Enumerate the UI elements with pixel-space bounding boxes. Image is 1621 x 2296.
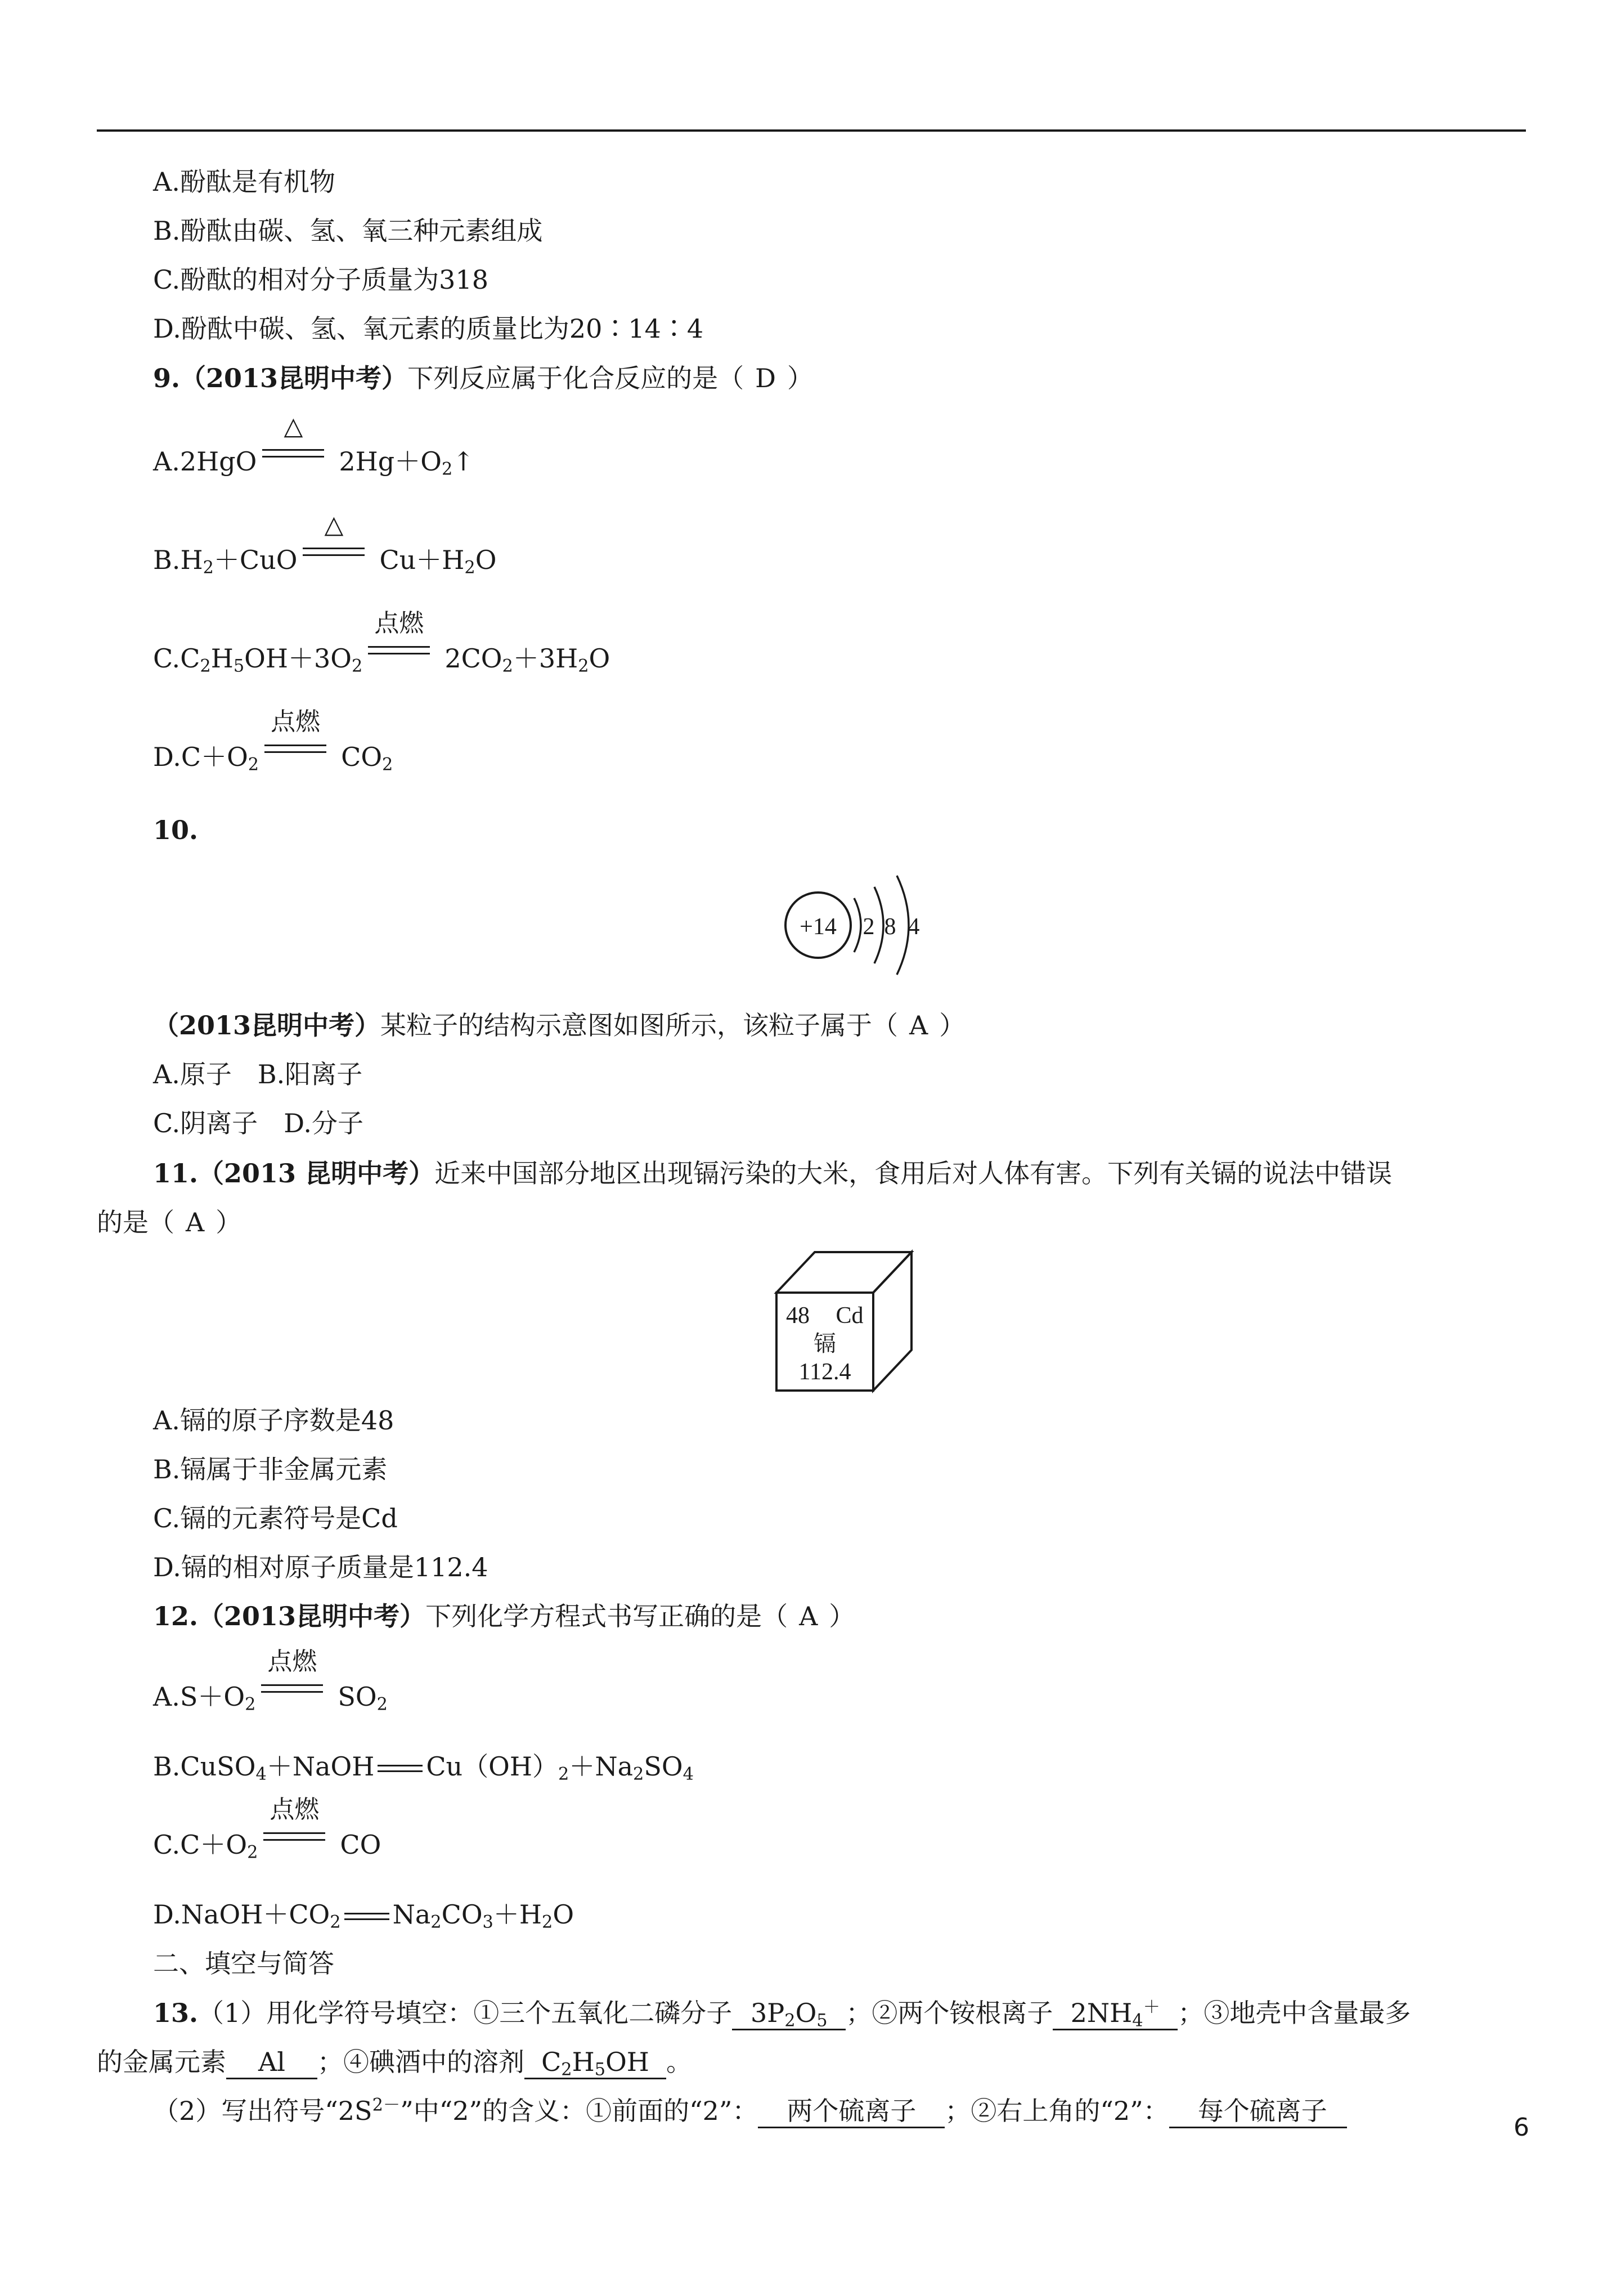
ignite-condition: 点燃: [263, 1828, 325, 1854]
element-cube-cd: [771, 1246, 923, 1398]
q12-option-b: B.CuSO$_4$＋NaOH $Cu(OH)_2+Na_2SO_4$: [153, 1751, 694, 1784]
q11-stem: 11.（2013 昆明中考）近来中国部分地区出现镉污染的大米，食用后对人体有害。下列有关镉的说法中错误: [153, 1158, 1393, 1189]
shell-arc-2: [874, 887, 883, 963]
q11-stem-cont: 的是（ A ）: [97, 1207, 242, 1237]
q10-options-row-2: C.阴离子 D.分子: [153, 1108, 364, 1138]
ignite-condition: 点燃: [368, 642, 430, 667]
q9-stem: 9.（2013昆明中考）下列反应属于化合反应的是（ D ）: [153, 363, 813, 393]
q9-option-c: $C.C_2H_5OH+3O_2$ 点燃 $2CO_2+3H_2O$: [153, 609, 610, 676]
q13-blank-5: 两个硫离子: [758, 2096, 945, 2128]
element-number: 48: [786, 1303, 810, 1329]
element-symbol: Cd: [836, 1303, 864, 1329]
q13-line-1: 13.（1）用化学符号填空：①三个五氧化二磷分子 $3P_2O_5$ ；②两个铵根离子 $2NH_4^+$ ；③地壳中含量最多: [153, 1997, 1411, 2031]
nucleus-charge: +14: [800, 914, 837, 940]
shell-arc-3: [897, 876, 909, 975]
q11-option-b: B.镉属于非金属元素: [153, 1454, 388, 1485]
q12-stem: 12.（2013昆明中考）下列化学方程式书写正确的是（ A ）: [153, 1601, 855, 1631]
q13-line-3: （2）写出符号“$2S^{2-}$”中“2”的含义：①前面的“2”： 两个硫离子 ；②右上角的“2”： 每个硫离子: [153, 2096, 1347, 2128]
page-number: 6: [1514, 2113, 1529, 2142]
q13-line-2: 的金属元素 Al ；④碘酒中的溶剂 $C_2H_5OH$ 。: [97, 2047, 692, 2080]
q8-option-c: C.酚酞的相对分子质量为318: [153, 264, 488, 295]
q13-blank-2: $2NH_4^+$: [1053, 1998, 1178, 2030]
atom-structure-diagram: [782, 867, 973, 979]
q11-option-c: C.镉的元素符号是Cd: [153, 1503, 398, 1533]
q9-option-d: $D.C+O_2$ 点燃 $CO_2$: [153, 707, 393, 775]
q10-options-row-1: A.原子 B.阳离子: [153, 1059, 363, 1089]
q8-option-d: D.酚酞中碳、氢、氧元素的质量比为20∶14∶4: [153, 313, 704, 344]
section-title: 二、填空与简答: [153, 1948, 334, 1979]
q11-answer: A: [186, 1207, 205, 1237]
q13-blank-3: Al: [226, 2047, 317, 2079]
header-rule: [97, 129, 1526, 132]
q13-blank-1: $3P_2O_5$: [732, 1998, 846, 2030]
equals-sign-icon: [344, 1911, 389, 1922]
heat-condition: △: [303, 543, 365, 569]
q9-option-b: $B.H_2+CuO$ △ $Cu+H_2O$: [153, 510, 497, 578]
q11-option-a: A.镉的原子序数是48: [153, 1405, 394, 1436]
ignite-condition: 点燃: [261, 1680, 323, 1706]
element-name: 镉: [814, 1331, 836, 1357]
q12-option-a: $A.S+O_2$ 点燃 $SO_2$: [153, 1647, 388, 1715]
equals-sign-icon: [378, 1763, 423, 1774]
shell-electrons-2: 8: [884, 914, 896, 940]
shell-electrons-1: 2: [863, 914, 875, 940]
q12-answer: A: [799, 1601, 818, 1631]
q13-blank-6: 每个硫离子: [1169, 2096, 1347, 2128]
q10-answer: A: [909, 1010, 928, 1041]
q10-number: 10.: [153, 815, 199, 845]
q9-answer: D: [755, 363, 776, 393]
q10-stem: （2013昆明中考）某粒子的结构示意图如图所示，该粒子属于（ A ）: [153, 1010, 966, 1041]
heat-condition: △: [262, 445, 324, 470]
q12-option-d: $D.NaOH+CO_2$ $Na_2CO_3+H_2O$: [153, 1899, 574, 1932]
gas-arrow-icon: ↑: [452, 446, 474, 477]
ignite-condition: 点燃: [264, 740, 326, 766]
q12-option-c: $C.C+O_2$ 点燃 CO: [153, 1795, 381, 1863]
q8-option-b: B.酚酞由碳、氢、氧三种元素组成: [153, 216, 543, 246]
q11-option-d: D.镉的相对原子质量是112.4: [153, 1552, 488, 1582]
cube-side: [873, 1252, 911, 1391]
shell-arc-1: [854, 898, 861, 952]
element-mass: 112.4: [798, 1359, 851, 1385]
q8-option-a: A.酚酞是有机物: [153, 167, 335, 197]
q9-option-a: A.2HgO △ $2Hg+O_2↑$: [153, 412, 474, 479]
shell-electrons-3: 4: [908, 914, 920, 940]
q13-blank-4: $C_2H_5OH$: [524, 2047, 666, 2079]
